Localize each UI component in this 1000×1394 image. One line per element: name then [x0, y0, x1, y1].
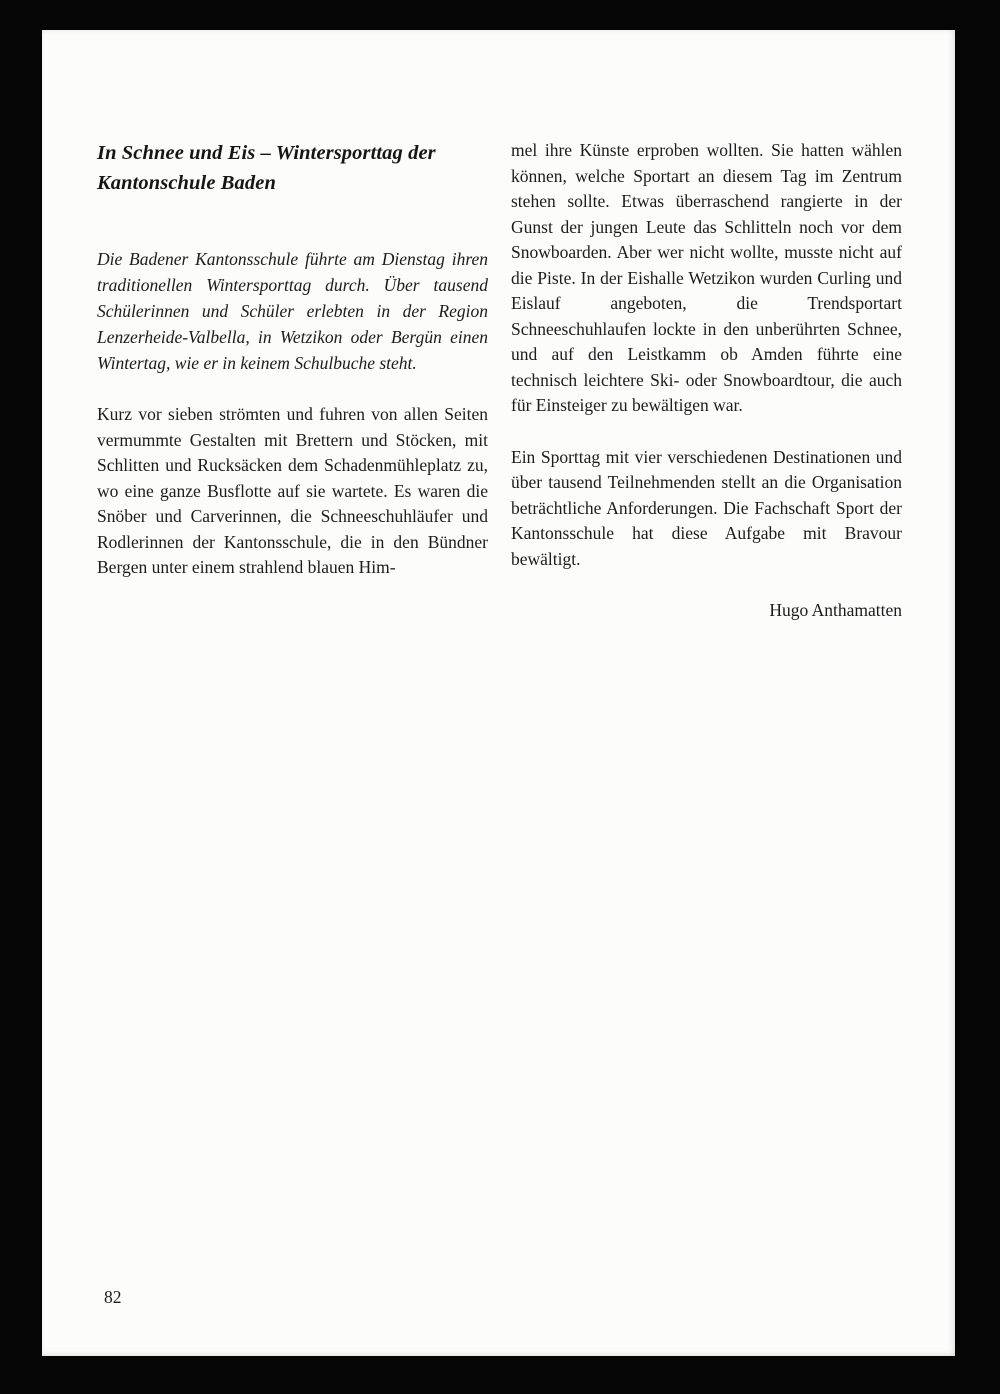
- left-column: [97, 138, 488, 607]
- right-column: [511, 138, 902, 650]
- article: [97, 138, 902, 650]
- page-number: 82: [104, 1287, 122, 1307]
- body-paragraph-left: Kurz vor sieben strömten und fuhren von allen Seiten vermummte Gestalten mit Brettern und Stöcken, mit Schlitten und Rucksäcken dem Schadenmühleplatz zu, wo eine ganze Busflotte auf sie wartete. Es waren die Snöber und Carverinnen, die Schneeschuhläufer und Rodlerinnen der Kantonsschule, die in den Bündner Bergen unter einem strahlend blauen Him-: [97, 404, 488, 577]
- article-title: In Schnee und Eis – Wintersporttag der Kantonschule Baden: [97, 142, 436, 194]
- body-paragraph-right-1: mel ihre Künste erproben wollten. Sie hatten wählen können, welche Sportart an diesem Tag im Zentrum stehen sollte. Etwas überraschend rangierte in der Gunst der jungen Leute das Schlitteln noch vor dem Snowboarden. Aber wer nicht wollte, musste nicht auf die Piste. In der Eishalle Wetzikon wurden Curling und Eislauf angeboten, die Trendsportart Schneeschuhlaufen lockte in den unberührten Schnee, und auf den Leistkamm ob Amden führte eine technisch leichtere Ski- oder Snowboardtour, die auch für Einsteiger zu bewältigen war.: [511, 140, 902, 415]
- body-paragraph-right-2: Ein Sporttag mit vier verschiedenen Destinationen und über tausend Teilnehmenden stellt an die Organisation beträchtliche Anforderungen. Die Fachschaft Sport der Kantonsschule hat diese Aufgabe mit Bravour bewältigt.: [511, 446, 902, 569]
- lead-paragraph: Die Badener Kantonsschule führte am Dienstag ihren traditionellen Wintersporttag durch. Über tausend Schülerinnen und Schüler erlebten in der Region Lenzerheide-Valbella, in Wetzikon oder Bergün einen Wintertag, wie er in keinem Schulbuche steht.: [97, 249, 488, 373]
- book-page: [42, 30, 955, 1356]
- author-byline: Hugo Anthamatten: [769, 600, 902, 620]
